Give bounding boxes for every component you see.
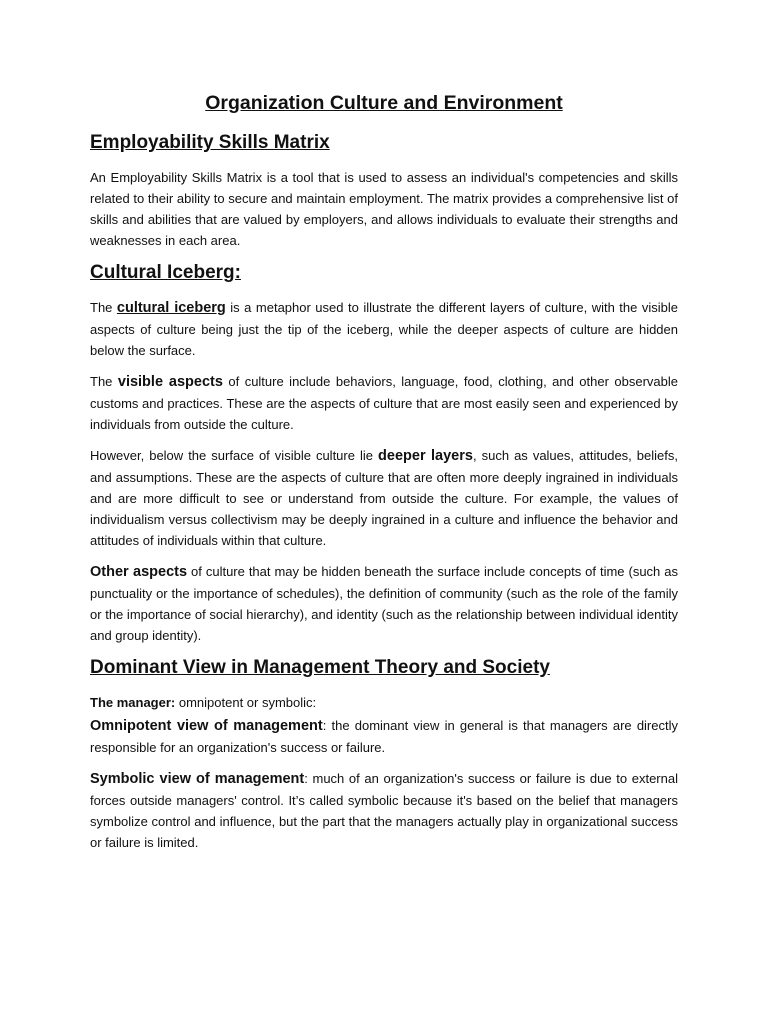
manager-line-text: omnipotent or symbolic:: [175, 694, 317, 710]
term-other-aspects: Other aspects: [90, 563, 188, 580]
document-title: Organization Culture and Environment: [205, 92, 563, 114]
paragraph-other-aspects: [90, 561, 678, 646]
paragraph-skills-matrix: An Employability Skills Matrix is a tool that is used to assess an individual's competencies and skills related to their ability to secure and maintain employment. The matrix provides a comprehensive list of skills and abilities that are valued by employers, and allows individuals to evaluate their strengths and weaknesses in each area.: [90, 170, 678, 249]
paragraph-rest: , such as values, attitudes, beliefs, and assumptions. These are the aspects of culture that are often more deeply ingrained in individuals and are more difficult to see or understand from outside the culture. For example, the values of individualism versus collectivism may be deeply ingrained in a culture and influence the behavior and attitudes of individuals within that culture.: [90, 447, 678, 548]
paragraph-lead: However, below the surface of visible culture lie: [90, 447, 379, 463]
term-deeper-layers: deeper layers: [378, 447, 473, 464]
paragraph-rest: : the dominant view in general is that managers are directly responsible for an organization's success or failure.: [90, 717, 678, 755]
paragraph-manager-line: [90, 692, 678, 713]
paragraph-deeper-layers: [90, 445, 678, 551]
paragraph-rest: : much of an organization's success or failure is due to external forces outside managers' control. It’s called symbolic because it's based on the belief that managers symbolize control and influence, but the part that the managers actually play in organizational success or failure is limited.: [90, 770, 678, 850]
paragraph-lead: The: [90, 373, 118, 389]
paragraph-symbolic-view: [90, 768, 678, 853]
paragraph-rest: is a metaphor used to illustrate the different layers of culture, with the visible aspects of culture being just the tip of the iceberg, while the deeper aspects of culture are hidden below the surface.: [90, 299, 678, 358]
paragraph-rest: of culture include behaviors, language, food, clothing, and other observable customs and practices. These are the aspects of culture that are most easily seen and experienced by individuals from outside the culture.: [90, 373, 679, 432]
heading-dominant-view: Dominant View in Management Theory and Society: [90, 656, 550, 678]
term-cultural-iceberg: cultural iceberg: [116, 299, 226, 316]
term-omnipotent-view: Omnipotent view of management: [90, 717, 323, 734]
term-visible-aspects: visible aspects: [117, 373, 223, 390]
heading-skills-matrix: Employability Skills Matrix: [90, 132, 330, 154]
heading-cultural-iceberg: Cultural Iceberg:: [90, 262, 241, 284]
paragraph-visible-aspects: [90, 371, 678, 435]
paragraph-cultural-iceberg-definition: [90, 297, 678, 361]
paragraph-lead: The: [90, 299, 117, 315]
term-symbolic-view: Symbolic view of management: [90, 770, 305, 787]
paragraph-omnipotent-view: [90, 715, 678, 758]
paragraph-rest: of culture that may be hidden beneath the surface include concepts of time (such as punctuality or the importance of schedules), the definition of community (such as the role of the family or the importance of social hierarchy), and identity (such as the relationship between individual identity and group identity).: [90, 563, 678, 643]
label-the-manager: The manager:: [90, 694, 176, 710]
